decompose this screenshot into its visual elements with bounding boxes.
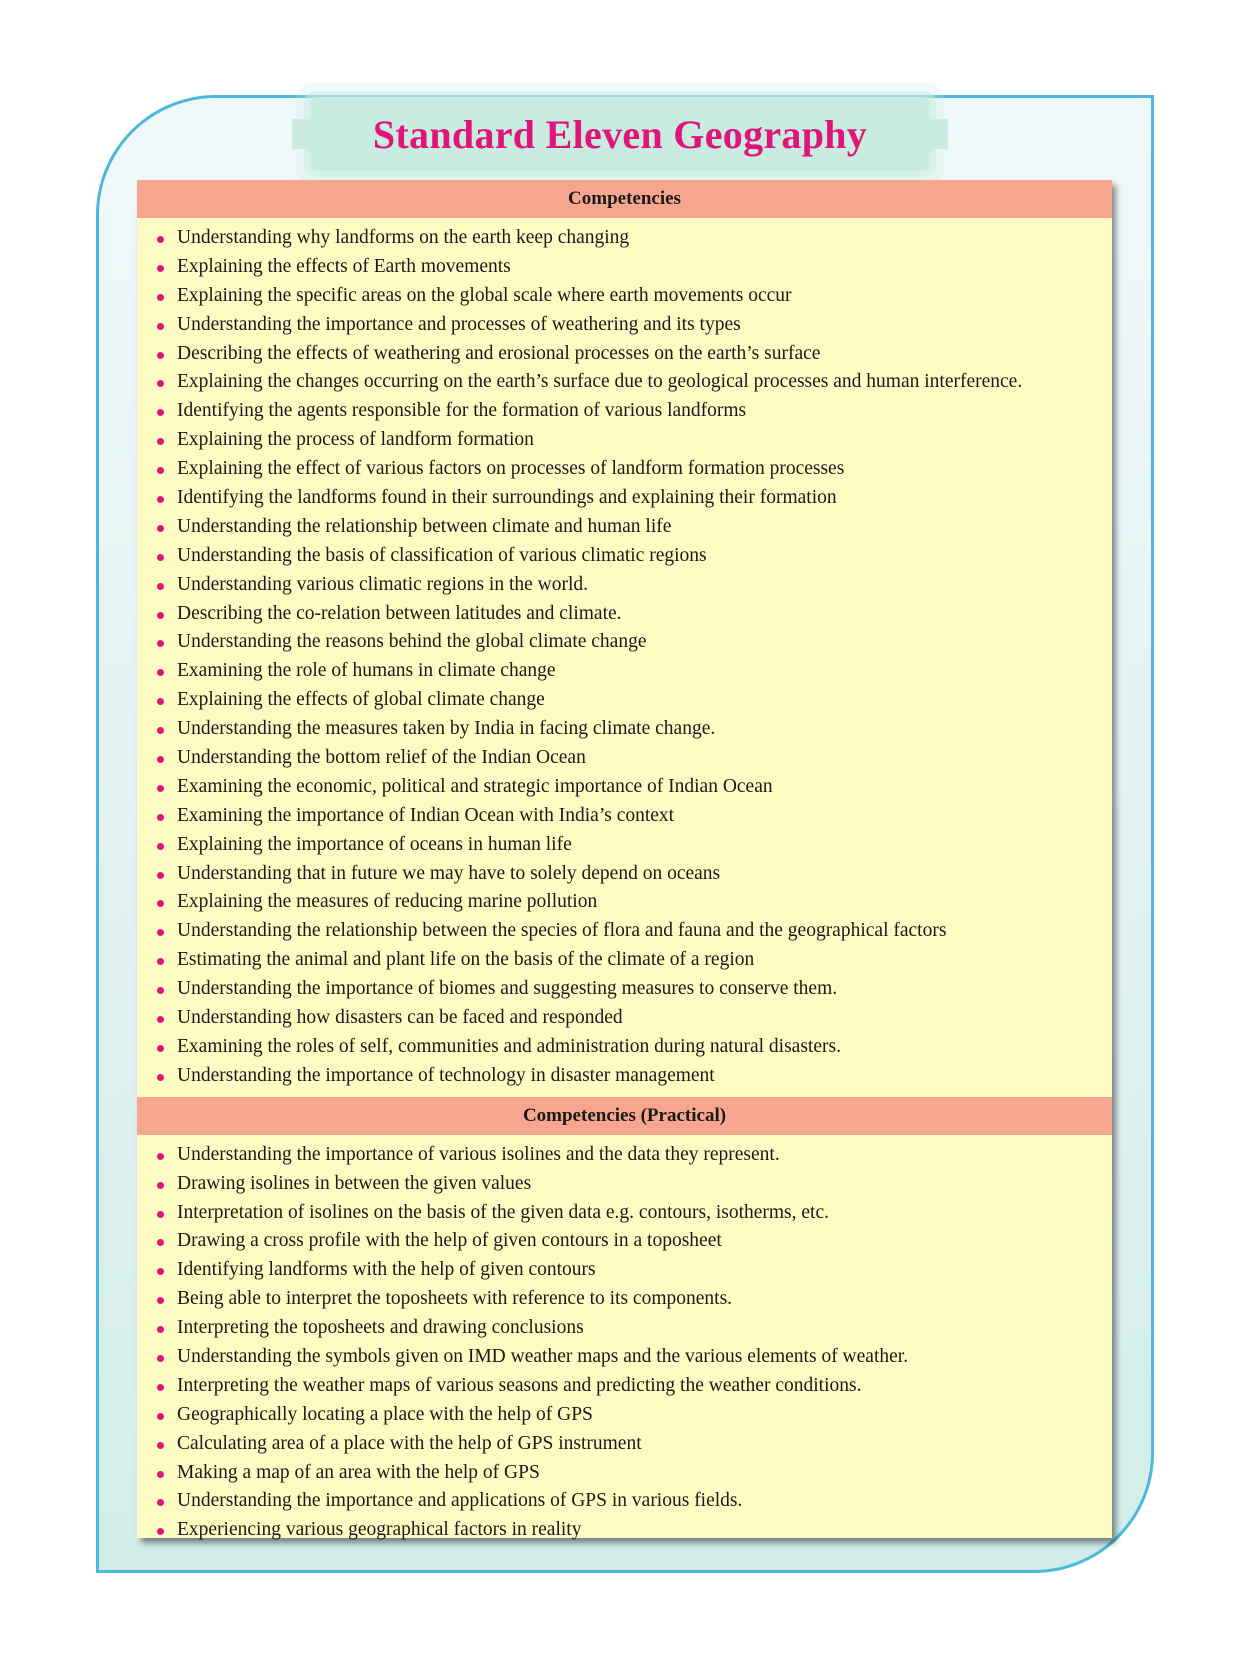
list-item: Explaining the measures of reducing marine pollution: [157, 888, 1112, 917]
list-item: Understanding how disasters can be faced and responded: [157, 1004, 1112, 1033]
list-item: Understanding the importance of biomes and suggesting measures to conserve them.: [157, 975, 1112, 1004]
list-item: Understanding the relationship between climate and human life: [157, 513, 1112, 542]
list-item: Understanding the reasons behind the global climate change: [157, 628, 1112, 657]
list-item: Understanding why landforms on the earth keep changing: [157, 224, 1112, 253]
list-item: Examining the roles of self, communities and administration during natural disasters.: [157, 1033, 1112, 1062]
competencies-panel: [137, 180, 1112, 1541]
list-item: Understanding the bottom relief of the Indian Ocean: [157, 744, 1112, 773]
banner-notch-right: [930, 119, 948, 149]
page-title: Standard Eleven Geography: [372, 111, 868, 157]
list-item: Understanding the symbols given on IMD weather maps and the various elements of weather.: [157, 1343, 1112, 1372]
list-item: Drawing isolines in between the given values: [157, 1170, 1112, 1199]
list-item: Understanding the basis of classification of various climatic regions: [157, 542, 1112, 571]
list-item: Drawing a cross profile with the help of given contours in a toposheet: [157, 1227, 1112, 1256]
list-item: Calculating area of a place with the help of GPS instrument: [157, 1430, 1112, 1459]
list-item: Making a map of an area with the help of GPS: [157, 1459, 1112, 1488]
list-item: Understanding the importance and applications of GPS in various fields.: [157, 1487, 1112, 1516]
banner-notch-left: [292, 119, 310, 149]
list-item: Understanding the importance and processes of weathering and its types: [157, 311, 1112, 340]
list-item: Estimating the animal and plant life on the basis of the climate of a region: [157, 946, 1112, 975]
list-item: Experiencing various geographical factors in reality: [157, 1516, 1112, 1545]
list-item: Identifying the landforms found in their surroundings and explaining their formation: [157, 484, 1112, 513]
list-item: Examining the economic, political and strategic importance of Indian Ocean: [157, 773, 1112, 802]
list-item: Examining the importance of Indian Ocean with India’s context: [157, 802, 1112, 831]
list-item: Understanding various climatic regions in the world.: [157, 571, 1112, 600]
list-item: Interpreting the toposheets and drawing conclusions: [157, 1314, 1112, 1343]
list-item: Being able to interpret the toposheets with reference to its components.: [157, 1285, 1112, 1314]
list-item: Explaining the changes occurring on the earth’s surface due to geological processes and human interference.: [157, 368, 1112, 397]
list-item: Understanding the importance of technology in disaster management: [157, 1062, 1112, 1091]
competencies-list: [137, 218, 1112, 1097]
title-banner: [310, 97, 930, 171]
list-item: Understanding the measures taken by India in facing climate change.: [157, 715, 1112, 744]
list-item: Describing the co-relation between latitudes and climate.: [157, 600, 1112, 629]
list-item: Describing the effects of weathering and erosional processes on the earth’s surface: [157, 340, 1112, 369]
list-item: Identifying landforms with the help of given contours: [157, 1256, 1112, 1285]
section-header-practical: Competencies (Practical): [137, 1097, 1112, 1135]
list-item: Explaining the effects of global climate change: [157, 686, 1112, 715]
list-item: Geographically locating a place with the help of GPS: [157, 1401, 1112, 1430]
practical-competencies-list: [137, 1135, 1112, 1551]
list-item: Explaining the process of landform formation: [157, 426, 1112, 455]
list-item: Explaining the effect of various factors on processes of landform formation processes: [157, 455, 1112, 484]
list-item: Interpreting the weather maps of various seasons and predicting the weather conditions.: [157, 1372, 1112, 1401]
list-item: Explaining the importance of oceans in human life: [157, 831, 1112, 860]
section-header-competencies: Competencies: [137, 180, 1112, 218]
list-item: Identifying the agents responsible for the formation of various landforms: [157, 397, 1112, 426]
list-item: Interpretation of isolines on the basis of the given data e.g. contours, isotherms, etc.: [157, 1199, 1112, 1228]
list-item: Examining the role of humans in climate change: [157, 657, 1112, 686]
list-item: Understanding the importance of various isolines and the data they represent.: [157, 1141, 1112, 1170]
list-item: Explaining the effects of Earth movements: [157, 253, 1112, 282]
list-item: Explaining the specific areas on the global scale where earth movements occur: [157, 282, 1112, 311]
list-item: Understanding the relationship between the species of flora and fauna and the geographical factors: [157, 917, 1112, 946]
list-item: Understanding that in future we may have to solely depend on oceans: [157, 860, 1112, 889]
